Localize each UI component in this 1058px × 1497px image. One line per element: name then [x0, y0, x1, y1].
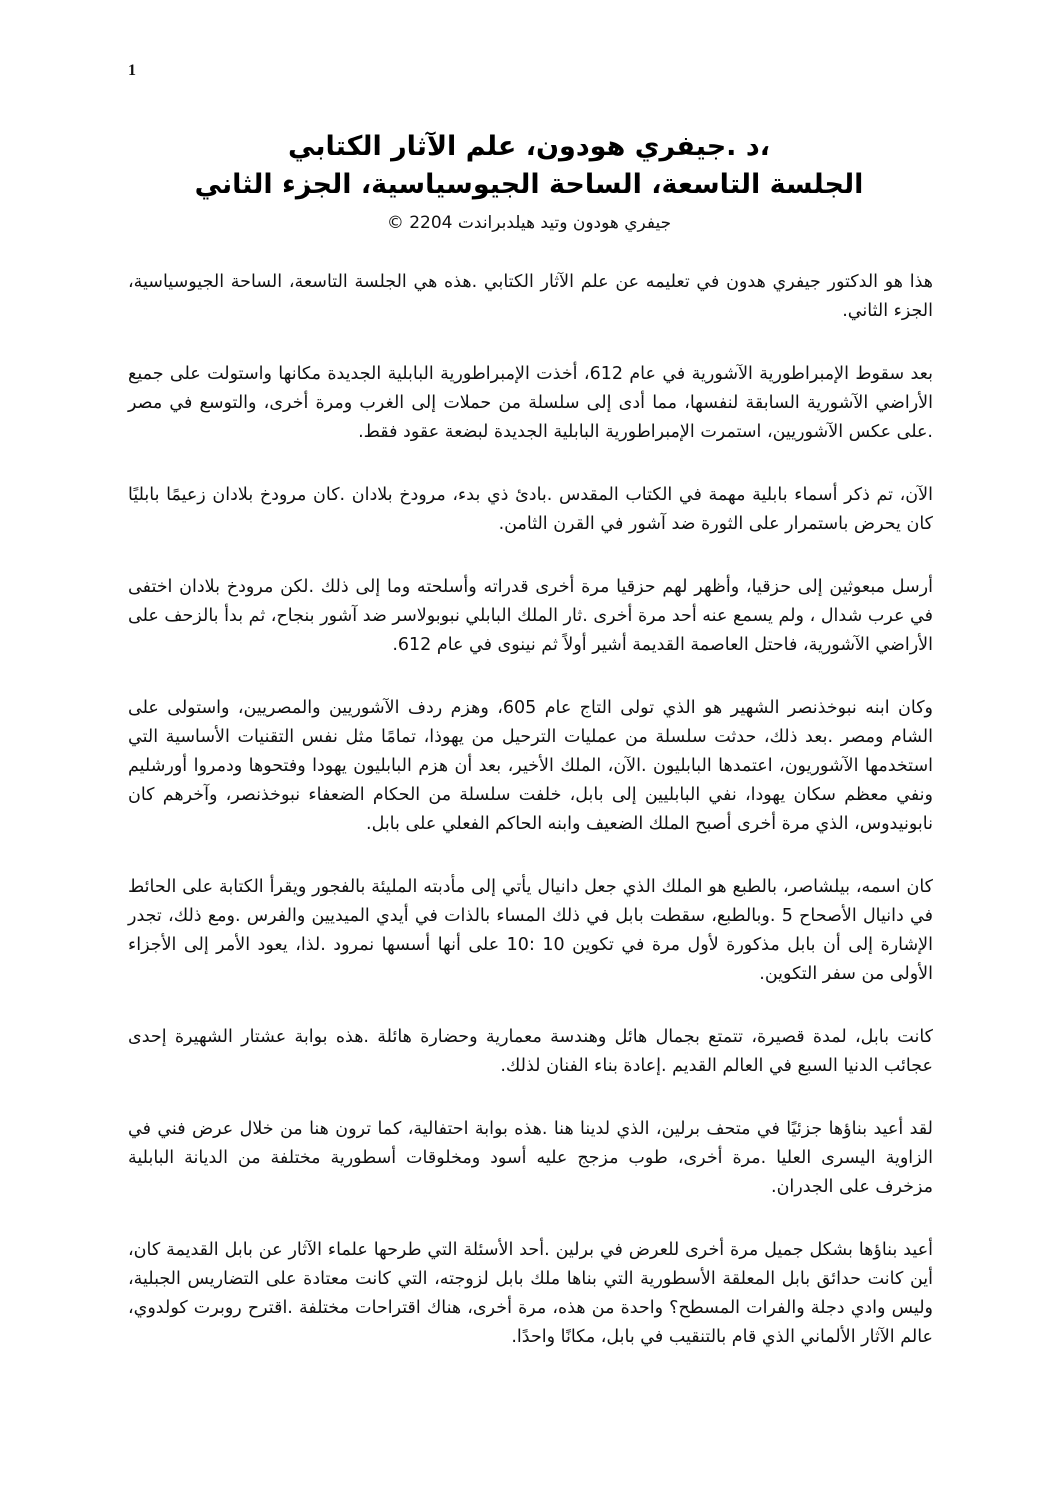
copyright-line: جيفري هودون وتيد هيلدبراندت 2204 ©	[386, 213, 672, 233]
document-header	[120, 128, 938, 236]
paragraph: كان اسمه، بيلشاصر، بالطبع هو الملك الذي جعل دانيال يأتي إلى مأدبته المليئة بالفجور ويقرأ الكتابة على الحائط في دانيال الأصحاح 5 .وبالطبع، سقطت بابل في ذلك المساء بالذات في أيدي الميديين والفرس .ومع ذلك، تجدر الإشارة إلى أن بابل مذكورة لأول مرة في تكوين 10 :10 على أنها أسسها نمرود .لذا، يعود الأمر إلى الأجزاء الأولى من سفر التكوين.	[128, 877, 933, 984]
paragraph: كانت بابل، لمدة قصيرة، تتمتع بجمال هائل وهندسة معمارية وحضارة هائلة .هذه بوابة عشتار الشهيرة إحدى عجائب الدنيا السبع في العالم القديم .إعادة بناء الفنان لذلك.	[128, 1027, 933, 1076]
paragraph: أرسل مبعوثين إلى حزقيا، وأظهر لهم حزقيا مرة أخرى قدراته وأسلحته وما إلى ذلك .لكن مرودخ بلادان اختفى في عرب شدال ، ولم يسمع عنه أحد مرة أخرى .ثار الملك البابلي نبوبولاسر ضد آشور بنجاح، ثم بدأ بالزحف على الأراضي الآشورية، فاحتل العاصمة القديمة أشير أولاً ثم نينوى في عام 612.	[128, 577, 933, 655]
paragraph: بعد سقوط الإمبراطورية الآشورية في عام 612، أخذت الإمبراطورية البابلية الجديدة مكانها واستولت على جميع الأراضي الآشورية السابقة لنفسها، مما أدى إلى سلسلة من حملات إلى الغرب ومرة أخرى، والتوسع في مصر .على عكس الآشوريين، استمرت الإمبراطورية البابلية الجديدة لبضعة عقود فقط.	[128, 364, 933, 442]
title-line-1: ،د .جيفري هودون، علم الآثار الكتابي	[288, 131, 770, 162]
paragraph: الآن، تم ذكر أسماء بابلية مهمة في الكتاب المقدس .بادئ ذي بدء، مرودخ بلادان .كان مرودخ بلادان زعيمًا بابليًا كان يحرض باستمرار على الثورة ضد آشور في القرن الثامن.	[128, 485, 933, 534]
page-number: 1	[128, 62, 136, 79]
paragraph: هذا هو الدكتور جيفري هدون في تعليمه عن علم الآثار الكتابي .هذه هي الجلسة التاسعة، الساحة الجيوسياسية، الجزء الثاني.	[128, 272, 933, 321]
paragraph: وكان ابنه نبوخذنصر الشهير هو الذي تولى التاج عام 605، وهزم ردف الآشوريين والمصريين، واستولى على الشام ومصر .بعد ذلك، حدثت سلسلة من عمليات الترحيل من يهوذا، تمامًا مثل نفس التقنيات الأساسية التي استخدمها الآشوريون، اعتمدها البابليون .الآن، الملك الأخير، بعد أن هزم البابليون يهودا وفتحوها ودمروا أورشليم ونفي معظم سكان يهودا، نفي البابليين إلى بابل، خلفت سلسلة من الحكام الضعفاء نبوخذنصر، وآخرهم كان نابونيدوس، الذي مرة أخرى أصبح الملك الضعيف وابنه الحاكم الفعلي على بابل.	[128, 698, 933, 834]
paragraph: لقد أعيد بناؤها جزئيًا في متحف برلين، الذي لدينا هنا .هذه بوابة احتفالية، كما ترون هنا من خلال عرض فني في الزاوية اليسرى العليا .مرة أخرى، طوب مزجج عليه أسود ومخلوقات أسطورية مختلفة من الديانة البابلية مزخرف على الجدران.	[128, 1119, 933, 1197]
document-body	[128, 268, 933, 1386]
paragraph: أعيد بناؤها بشكل جميل مرة أخرى للعرض في برلين .أحد الأسئلة التي طرحها علماء الآثار عن بابل القديمة كان، أين كانت حدائق بابل المعلقة الأسطورية التي بناها ملك بابل لزوجته، التي كانت معتادة على التضاريس الجبلية، وليس وادي دجلة والفرات المسطح؟ واحدة من هذه، مرة أخرى، هناك اقتراحات مختلفة .اقترح روبرت كولدوي، عالم الآثار الألماني الذي قام بالتنقيب في بابل، مكانًا واحدًا.	[128, 1240, 933, 1347]
title-line-2: الجلسة التاسعة، الساحة الجيوسياسية، الجزء الثاني	[194, 169, 864, 200]
